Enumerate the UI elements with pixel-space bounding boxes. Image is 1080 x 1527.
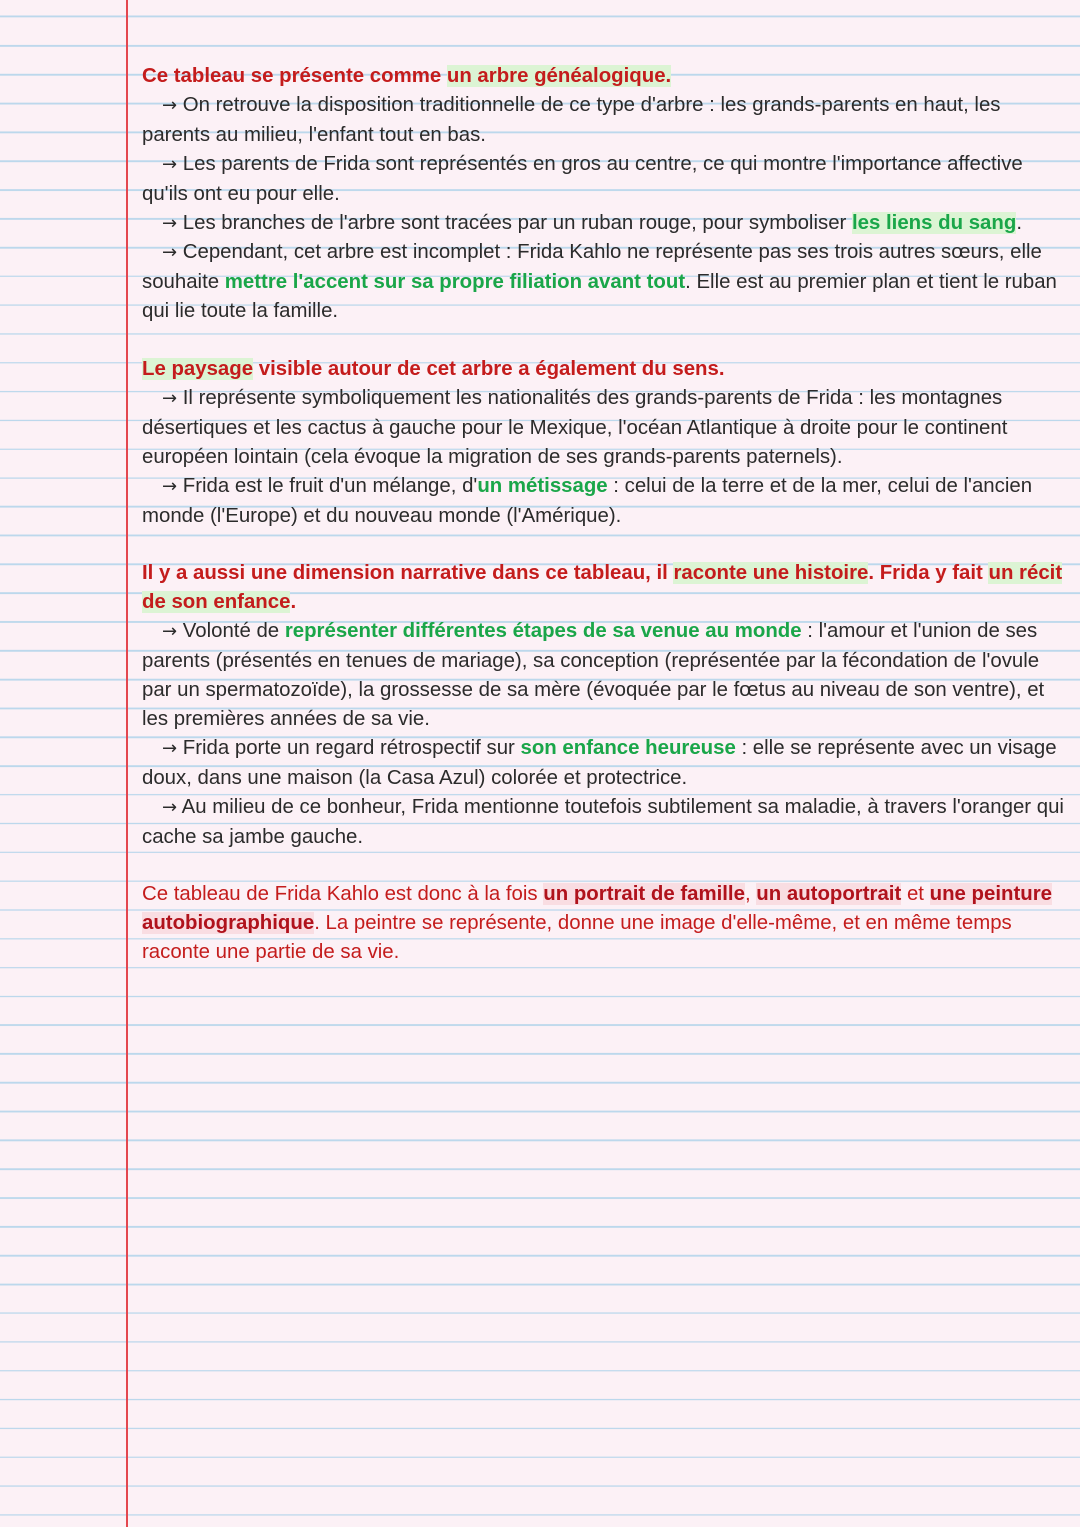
arrow-icon: → [162,621,178,643]
highlight: une peinture autobiographique [142,883,1052,935]
keyword: mettre l'accent sur sa propre filiation avant tout [224,271,686,294]
highlight: un portrait de famille [543,883,745,906]
bullet-item: → Il représente symboliquement les nationalités des grands-parents de Frida : les montagnes désertiques et les cactus à gauche pour le Mexique, l'océan Atlantique à droite pour le continent européen lointain (cela évoque la migration de ses grands-parents paternels). [142,386,1008,468]
section-title: Ce tableau se présente comme un arbre généalogique. [142,65,672,87]
section-title: Le paysage visible autour de cet arbre a également du sens. [142,358,725,381]
section-title: Il y a aussi une dimension narrative dans ce tableau, il raconte une histoire. Frida y fait un récit de son enfance. [142,562,1063,614]
keyword: représenter différentes étapes de sa venue au monde [284,620,802,643]
arrow-icon: → [162,242,178,264]
keyword: son enfance heureuse [520,736,736,759]
arrow-icon: → [162,94,178,116]
highlight: un autoportrait [756,883,902,906]
conclusion-paragraph: Ce tableau de Frida Kahlo est donc à la fois un portrait de famille, un autoportrait et une peinture autobiographique. La peintre se représente, donne une image d'elle-même, et en même temps raconte une partie de sa vie. [142,883,1052,964]
bullet-item: → Frida porte un regard rétrospectif sur son enfance heureuse : elle se représente avec un visage doux, dans une maison (la Casa Azul) colorée et protectrice. [142,736,1057,789]
section-narrative [142,559,1067,851]
section-conclusion [142,880,1067,967]
arrow-icon: → [162,387,178,409]
bullet-item: → On retrouve la disposition traditionnelle de ce type d'arbre : les grands-parents en haut, les parents au milieu, l'enfant tout en bas. [142,93,1001,146]
highlight: les liens du sang [852,211,1017,234]
section-landscape [142,355,1067,530]
bullet-item: → Les branches de l'arbre sont tracées par un ruban rouge, pour symboliser les liens du sang. [162,211,1022,234]
bullet-item: → Au milieu de ce bonheur, Frida mentionne toutefois subtilement sa maladie, à travers l'oranger qui cache sa jambe gauche. [142,795,1064,848]
arrow-icon: → [162,153,178,175]
bullet-item: → Les parents de Frida sont représentés en gros au centre, ce qui montre l'importance affective qu'ils ont eu pour elle. [142,152,1023,205]
highlight: Le paysage [142,358,254,381]
bullet-item: → Volonté de représenter différentes étapes de sa venue au monde : l'amour et l'union de ses parents (présentés en tenues de mariage), sa conception (représentée par la fécondation de l'ovule par un spermatozoïde), la grossesse de sa mère (évoquée par le fœtus au niveau de son ventre), et les premières années de sa vie. [142,620,1045,730]
document-body [142,62,1067,996]
highlight: raconte une histoire [673,562,869,585]
section-family-tree [142,62,1067,326]
arrow-icon: → [162,475,178,497]
highlight: un arbre généalogique. [446,65,672,87]
bullet-item: → Cependant, cet arbre est incomplet : Frida Kahlo ne représente pas ses trois autres sœurs, elle souhaite mettre l'accent sur sa propre filiation avant tout. Elle est au premier plan et tient le ruban qui lie toute la famille. [142,241,1057,323]
keyword: un métissage [477,474,608,497]
arrow-icon: → [162,737,178,759]
margin-line [126,0,128,1527]
bullet-item: → Frida est le fruit d'un mélange, d'un métissage : celui de la terre et de la mer, celui de l'ancien monde (l'Europe) et du nouveau monde (l'Amérique). [142,474,1033,527]
arrow-icon: → [162,212,178,234]
arrow-icon: → [162,796,178,818]
highlight: un récit de son enfance [142,562,1063,614]
